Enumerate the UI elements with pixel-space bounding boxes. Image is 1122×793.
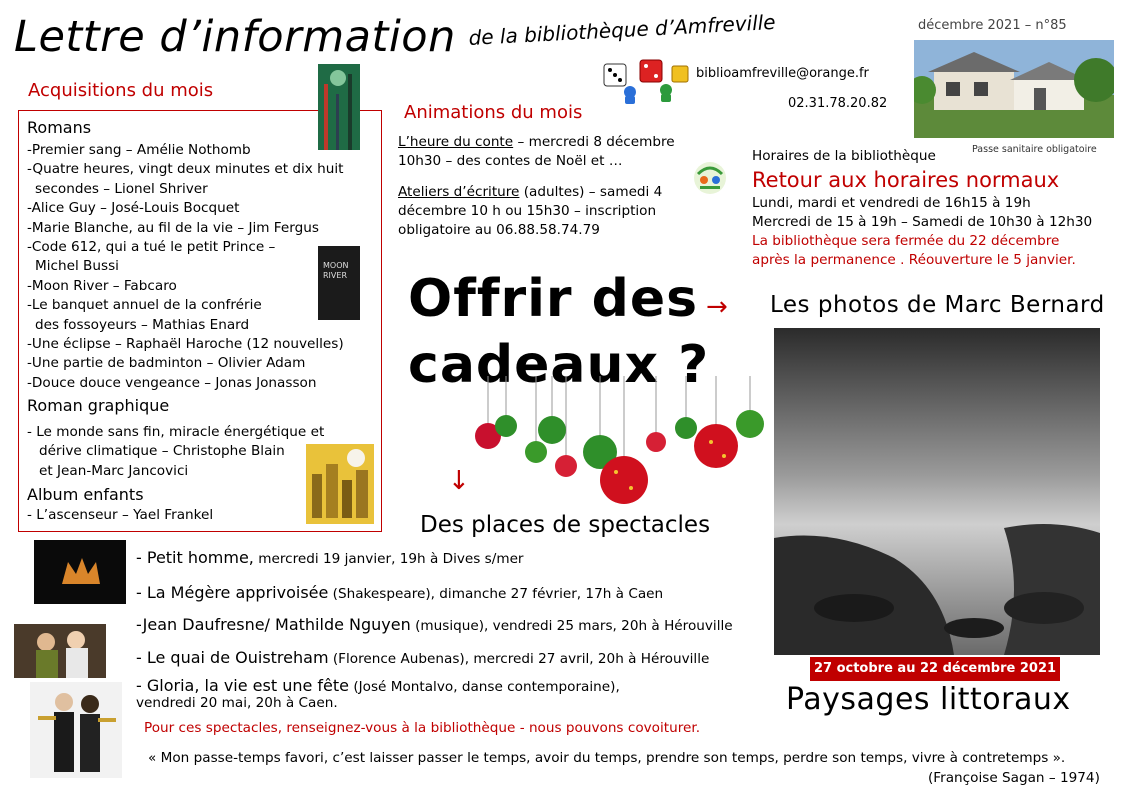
writing-workshop-date: (adultes) – samedi 4: [519, 184, 663, 200]
photo-exhibit-heading: Les photos de Marc Bernard: [770, 292, 1105, 318]
quote-author: (Françoise Sagan – 1974): [928, 770, 1100, 786]
exhibit-title: Paysages littoraux: [786, 682, 1071, 717]
storytime-label: L’heure du conte: [398, 134, 514, 150]
famille-plus-logo: [690, 160, 730, 196]
list-item: -Douce douce vengeance – Jonas Jonasson: [27, 374, 317, 391]
list-item: -Une éclipse – Raphaël Haroche (12 nouvelles): [27, 336, 344, 353]
show-detail: (Shakespeare), dimanche 27 février, 17h à Caen: [328, 586, 664, 602]
exhibit-dates-badge: 27 octobre au 22 décembre 2021: [810, 657, 1060, 681]
show-name: - Petit homme,: [136, 548, 254, 567]
list-item: secondes – Lionel Shriver: [35, 180, 208, 197]
animations-heading: Animations du mois: [404, 102, 583, 123]
list-item: -Moon River – Fabcaro: [27, 277, 177, 294]
list-item: des fossoyeurs – Mathias Enard: [35, 316, 250, 333]
show-item: [136, 676, 620, 695]
show-item: [136, 648, 709, 667]
animations-list: [398, 133, 698, 240]
show-name: -Jean Daufresne/ Mathilde Nguyen: [136, 615, 411, 634]
hours-label: Horaires de la bibliothèque: [752, 148, 936, 164]
show-name: - Gloria, la vie est une fête: [136, 676, 350, 695]
quote-text: « Mon passe-temps favori, c’est laisser passer le temps, avoir du temps, prendre son temps, perdre son temps, vivre à contretemps ».: [148, 750, 1066, 766]
newsletter-title: Lettre d’information: [14, 12, 456, 62]
graphic-novel-label: Roman graphique: [27, 396, 170, 415]
show-name: - La Mégère apprivoisée: [136, 583, 329, 602]
health-pass-note: Passe sanitaire obligatoire: [972, 144, 1097, 155]
writing-workshop-detail: décembre 10 h ou 15h30 – inscription: [398, 203, 657, 219]
show-detail: (José Montalvo, danse contemporaine),: [349, 679, 620, 695]
storytime-detail: 10h30 – des contes de Noël et …: [398, 153, 623, 169]
graphic-novel-list: [27, 423, 324, 481]
list-item: dérive climatique – Christophe Blain: [39, 443, 285, 460]
romans-list: [27, 141, 344, 393]
show-detail: mercredi 19 janvier, 19h à Dives s/mer: [253, 551, 524, 567]
show-item: [136, 615, 733, 634]
list-item: - Le monde sans fin, miracle énergétique et: [27, 424, 325, 440]
library-building-photo: [914, 40, 1114, 138]
show-detail: (Florence Aubenas), mercredi 27 avril, 20h à Hérouville: [328, 651, 710, 667]
gift-heading-line: Offrir des: [408, 269, 699, 329]
show-item-continued: vendredi 20 mai, 20h à Caen.: [136, 695, 338, 711]
gloria-dance-photo: [30, 682, 122, 778]
list-item: -Premier sang – Amélie Nothomb: [27, 142, 251, 158]
list-item: -Marie Blanche, au fil de la vie – Jim Fergus: [27, 219, 319, 236]
arrow-down-icon: ↓: [448, 466, 470, 496]
list-item: -Alice Guy – José-Louis Bocquet: [27, 200, 240, 217]
kids-album-list: [27, 506, 213, 525]
concert-photo: [14, 624, 106, 678]
closure-notice: La bibliothèque sera fermée du 22 décembre: [752, 233, 1060, 249]
list-item: -Code 612, qui a tué le petit Prince –: [27, 239, 276, 256]
book-cover-monde-sans-fin: [306, 444, 374, 524]
svg-text:RIVER: RIVER: [323, 271, 348, 280]
coastal-landscape-photo: [774, 328, 1100, 655]
show-name: - Le quai de Ouistreham: [136, 648, 329, 667]
shows-notice: Pour ces spectacles, renseignez-vous à la bibliothèque - nous pouvons covoiturer.: [144, 720, 701, 736]
issue-number: décembre 2021 – n°85: [918, 18, 1067, 33]
list-item: - L’ascenseur – Yael Frankel: [27, 507, 214, 523]
list-item: -Quatre heures, vingt deux minutes et dix huit: [27, 161, 344, 178]
list-item: -Une partie de badminton – Olivier Adam: [27, 355, 306, 372]
list-item: -Le banquet annuel de la confrérie: [27, 297, 262, 314]
reopening-notice: après la permanence . Réouverture le 5 janvier.: [752, 252, 1076, 268]
romans-label: Romans: [27, 118, 92, 137]
contact-email[interactable]: biblioamfreville@orange.fr: [696, 66, 869, 81]
show-item: [136, 548, 524, 567]
contact-phone: 02.31.78.20.82: [788, 96, 888, 111]
book-cover-moon-river: [318, 246, 360, 320]
hours-detail: [752, 194, 1092, 270]
arrow-right-icon: →: [706, 292, 728, 322]
acquisitions-heading: Acquisitions du mois: [28, 80, 214, 101]
storytime-date: – mercredi 8 décembre: [513, 134, 675, 150]
board-game-icon: [600, 56, 692, 106]
hours-headline: Retour aux horaires normaux: [752, 168, 1060, 192]
newsletter-subtitle: de la bibliothèque d’Amfreville: [468, 9, 777, 50]
svg-text:MOON: MOON: [323, 261, 349, 270]
writing-workshop-phone: obligatoire au 06.88.58.74.79: [398, 222, 600, 238]
book-cover-premier-sang: [318, 64, 360, 150]
hours-line: Lundi, mardi et vendredi de 16h15 à 19h: [752, 195, 1031, 211]
list-item: et Jean-Marc Jancovici: [39, 462, 189, 479]
writing-workshop-label: Ateliers d’écriture: [398, 184, 520, 200]
gift-heading-line: cadeaux ?: [408, 335, 710, 395]
kids-album-label: Album enfants: [27, 485, 144, 504]
show-item: [136, 583, 663, 602]
petit-homme-photo: [34, 540, 126, 604]
show-detail: (musique), vendredi 25 mars, 20h à Hérouville: [410, 618, 733, 634]
christmas-ornaments-icon: [466, 376, 772, 516]
shows-heading: Des places de spectacles: [420, 512, 711, 538]
hours-line: Mercredi de 15 à 19h – Samedi de 10h30 à 12h30: [752, 214, 1093, 230]
list-item: Michel Bussi: [35, 258, 119, 275]
